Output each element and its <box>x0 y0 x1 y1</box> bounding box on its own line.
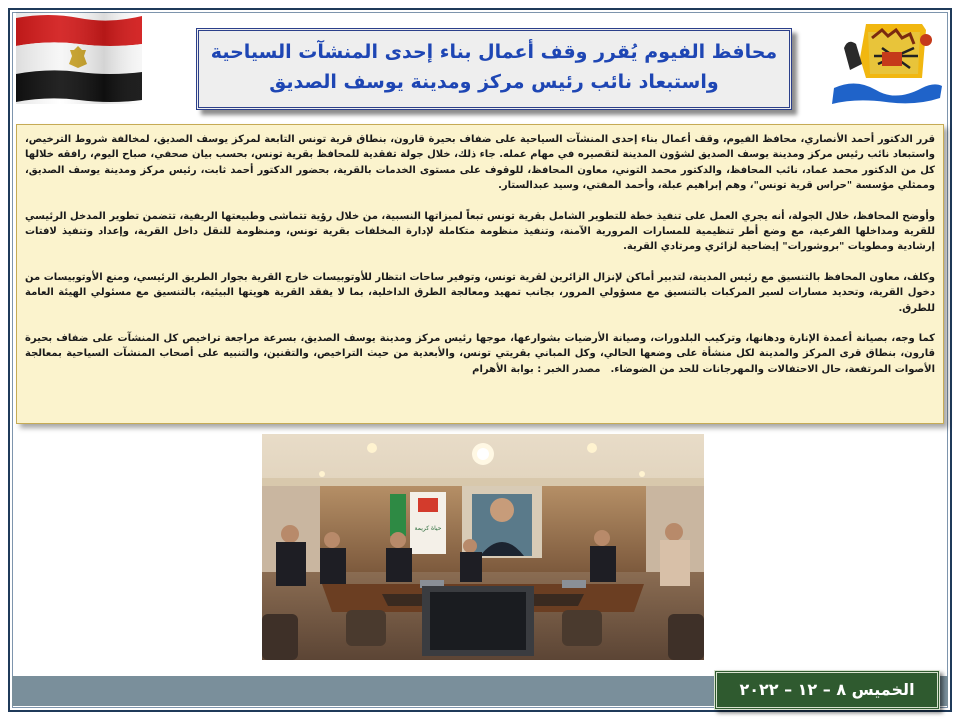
banner-text: حياة كريمة <box>414 525 442 532</box>
article-paragraph-2: وأوضح المحافظ، خلال الجولة، أنه يجري العمل على تنفيذ خطة للتطوير الشامل بقرية تونس تبعاً لميزاتها النسبية، من خلال رؤية تتماشى وطبيعتها الريفية، تتضمن تطوير المدخل الرئيسي للقرية ومداخلها الفرعية، مع وضع أطر تنظيمية للمسارات المرورية الآمنة، وتنفيذ منظومة متكاملة لإدارة المخلفات بقرية تونس، ومنظومة للنقل داخل القرية، وإعداد وتنفيذ لافتات إرشادية ومطويات "بروشورات" إيضاحية لزائري ومرتادي القرية. <box>25 210 935 253</box>
article-paragraph-3: وكلف، معاون المحافظ بالتنسيق مع رئيس المدينة، لتدبير أماكن لإنزال الزائرين لقرية تونس، وتوفير ساحات انتظار للأوتوبيسات خارج القرية بجوار الطريق الرئيسي، ومنع الأوتوبيسات من دخول القرية، وتحديد مسارات لسير المركبات بالتنسيق مع مسؤولي المرور، بجانب تمهيد ومعالجة الطرق الداخلية، بما لا يفقد القرية هويتها البيئية، بالتنسيق مع مسئولي الهيئة العامة للطرق. <box>25 271 935 314</box>
date-badge <box>714 670 940 710</box>
meeting-room-photo <box>262 434 704 660</box>
article-paragraph-1: قرر الدكتور أحمد الأنصاري، محافظ الفيوم، وقف أعمال بناء إحدى المنشآت السياحية على ضفاف بحيرة قارون، بنطاق قرية تونس التابعة لمركز يوسف الصديق، لمخالفة شروط الترخيص، واستبعاد نائب رئيس مركز ومدينة يوسف الصديق لشؤون المدينة لتقصيره في مهام عمله. جاء ذلك، خلال جولة تفقدية للمحافظ بقرية تونس، بحسب بيان صحفي، صباح اليوم، رافقه خلالها كل من الدكتور محمد عماد، نائب المحافظ، والدكتور محمد التوني، معاون المحافظ، للوقوف على مستوى الخدمات بالقرية، بحضور الدكتور أحمد ثابت، رئيس مركز ومدينة يوسف الصديق، وممثلي مؤسسة "حراس قرية تونس"، وهم إبراهيم عبلة، وأحمد المفتي، وسيد عبدالستار. <box>25 134 935 192</box>
article-paragraph-4-text: كما وجه، بصيانة أعمدة الإنارة ودهانها، وتركيب البلدورات، وصيانة الأرضيات بشوارعها، موجها رئيس مركز ومدينة يوسف الصديق، بسرعة مراجعة تراخيص كل المنشآت على ضفاف بحيرة قارون، بنطاق قرى المركز والمدينة لكل منشأة على وضعها الحالي، وكل المباني بقريتي تونس، والأبعدية من حيث التراخيص، والتقنين، والتنبيه على أصحاب المنشآت السياحية بمعالجة الأصوات المرتفعة، حال الاحتفالات والمهرجانات للحد من الضوضاء. <box>25 333 935 375</box>
headline-box <box>196 28 792 110</box>
headline-line-2: واستبعاد نائب رئيس مركز ومدينة يوسف الصديق <box>269 71 719 93</box>
date-text: الخميس ٨ – ١٢ – ٢٠٢٢ <box>739 680 915 699</box>
article-source: مصدر الخبر : بوابة الأهرام <box>472 363 601 375</box>
article-paragraph-4 <box>25 331 935 377</box>
article-text-box <box>16 124 944 424</box>
headline-line-1: محافظ الفيوم يُقرر وقف أعمال بناء إحدى المنشآت السياحية <box>210 41 778 63</box>
egypt-flag-icon <box>14 12 144 104</box>
fayoum-governorate-logo-icon <box>826 18 944 110</box>
